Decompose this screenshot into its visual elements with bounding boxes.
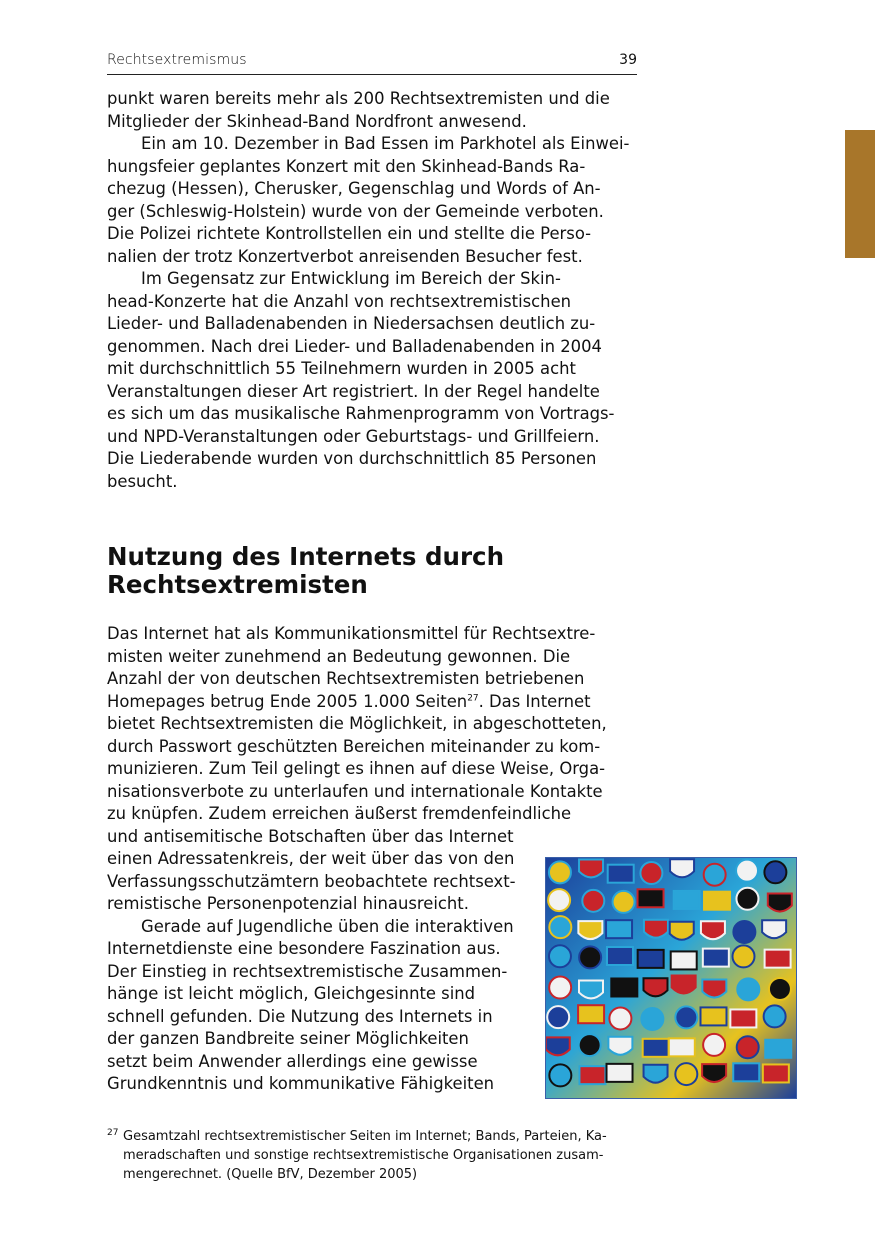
patch-shape	[549, 1064, 571, 1086]
patch-shape	[548, 889, 570, 911]
footnote-line: meradschaften und sonstige rechtsextremistische Organisationen zusam-	[123, 1148, 604, 1163]
body-paragraph-concerts	[107, 88, 639, 493]
patch-shape	[733, 1063, 759, 1081]
patch-shape	[736, 888, 758, 910]
text-line: Gerade auf Jugendliche üben die interaktiven	[141, 916, 514, 936]
patch-shape	[641, 1008, 663, 1030]
patch-shape	[703, 1034, 725, 1056]
text-line: durch Passwort geschützten Bereichen miteinander zu kom-	[107, 736, 601, 756]
patch-shape	[701, 1007, 727, 1025]
patch-shape	[670, 859, 694, 877]
patch-shape	[579, 980, 603, 998]
text-line: munizieren. Zum Teil gelingt es ihnen auf diese Weise, Orga-	[107, 759, 606, 778]
text-fragment: . Das Internet	[478, 691, 591, 711]
patch-shape	[733, 921, 755, 943]
patch-shape	[675, 1006, 697, 1028]
patch-shape	[643, 978, 667, 996]
text-line: einen Adressatenkreis, der weit über das von den	[107, 849, 515, 868]
text-line: punkt waren bereits mehr als 200 Rechtsextremisten und die	[107, 89, 610, 108]
patch-shape	[579, 946, 601, 968]
text-line: hänge ist leicht möglich, Gleichgesinnte sind	[107, 984, 476, 1003]
patch-shape	[582, 890, 604, 912]
text-line: schnell gefunden. Die Nutzung des Internets in	[107, 1006, 493, 1026]
patch-shape	[737, 978, 759, 1000]
patches-collage-graphic	[546, 858, 796, 1098]
text-line: hungsfeier geplantes Konzert mit den Skinhead-Bands Ra-	[107, 156, 586, 176]
patch-shape	[736, 860, 758, 882]
patch-shape	[579, 1066, 605, 1084]
text-line: und antisemitische Botschaften über das Internet	[107, 826, 514, 846]
text-line: Verfassungsschutzämtern beobachtete rechtsext-	[107, 871, 516, 891]
patch-shape	[643, 1039, 669, 1057]
text-line: ger (Schleswig-Holstein) wurde von der Gemeinde verboten.	[107, 201, 604, 221]
footnote-line: mengerechnet. (Quelle BfV, Dezember 2005)	[123, 1167, 418, 1182]
patch-shape	[764, 861, 786, 883]
patch-shape	[549, 916, 571, 938]
patches-collage-image	[545, 857, 797, 1099]
text-line: nalien der trotz Konzertverbot anreisenden Besucher fest.	[107, 246, 583, 266]
patch-shape	[674, 891, 700, 909]
patch-shape	[640, 862, 662, 884]
patch-shape	[644, 1065, 668, 1083]
patch-shape	[549, 861, 571, 883]
patch-shape	[702, 980, 726, 998]
running-title: Rechtsextremismus	[107, 52, 247, 68]
patch-shape	[578, 1005, 604, 1023]
heading-line: Rechtsextremisten	[107, 570, 368, 599]
text-line: genommen. Nach drei Lieder- und Balladenabenden in 2004	[107, 336, 602, 356]
section-heading	[107, 543, 647, 599]
footnote-reference[interactable]: 27	[467, 693, 479, 704]
patch-shape	[768, 894, 792, 912]
patch-shape	[579, 1034, 601, 1056]
text-line: remistische Personenpotenzial hinausreicht.	[107, 894, 469, 913]
patch-shape	[613, 891, 635, 913]
text-line: der ganzen Bandbreite seiner Möglichkeiten	[107, 1029, 469, 1048]
patch-shape	[730, 1009, 756, 1027]
patch-shape	[607, 1064, 633, 1082]
patch-shape	[704, 864, 726, 886]
patch-shape	[549, 977, 571, 999]
text-line: Grundkenntnis und kommunikative Fähigkeiten	[107, 1074, 495, 1093]
footnote	[107, 1127, 637, 1184]
patch-shape	[671, 951, 697, 969]
patch-shape	[765, 950, 791, 968]
patch-shape	[638, 889, 664, 907]
text-line: misten weiter zunehmend an Bedeutung gewonnen. Die	[107, 646, 571, 666]
text-line: chezug (Hessen), Cherusker, Gegenschlag und Words of An-	[107, 179, 601, 198]
patch-shape	[704, 892, 730, 910]
patch-shape	[762, 920, 786, 938]
patch-shape	[670, 922, 694, 940]
patch-shape	[737, 1036, 759, 1058]
text-line: zu knüpfen. Zudem erreichen äußerst fremdenfeindliche	[107, 804, 572, 823]
patch-shape	[611, 978, 637, 996]
text-line: mit durchschnittlich 55 Teilnehmern wurden in 2005 acht	[107, 359, 576, 378]
patch-shape	[701, 921, 725, 939]
text-line: und NPD-Veranstaltungen oder Geburtstags- und Grillfeiern.	[107, 426, 600, 446]
text-line: Im Gegensatz zur Entwicklung im Bereich der Skin-	[141, 269, 561, 288]
text-line: Anzahl der von deutschen Rechtsextremisten betriebenen	[107, 669, 585, 688]
text-line: Veranstaltungen dieser Art registriert. In der Regel handelte	[107, 381, 600, 401]
patch-shape	[703, 949, 729, 967]
running-header	[107, 52, 637, 75]
page-number: 39	[619, 52, 637, 68]
patch-shape	[702, 1064, 726, 1082]
patch-shape	[672, 975, 696, 993]
text-line: Der Einstieg in rechtsextremistische Zusammen-	[107, 961, 508, 981]
patch-shape	[547, 1006, 569, 1028]
text-line: Die Polizei richtete Kontrollstellen ein und stellte die Perso-	[107, 224, 592, 243]
text-fragment: Homepages betrug Ende 2005 1.000 Seiten	[107, 691, 468, 711]
text-line: Internetdienste eine besondere Faszination aus.	[107, 939, 501, 958]
patch-shape	[578, 921, 602, 939]
footnote-number: 27	[107, 1128, 119, 1138]
patch-shape	[608, 1037, 632, 1055]
patch-shape	[579, 859, 603, 877]
patch-shape	[765, 1040, 791, 1058]
text-line: Ein am 10. Dezember in Bad Essen im Parkhotel als Einwei-	[141, 134, 630, 153]
patch-shape	[764, 1005, 786, 1027]
text-line: nisationsverbote zu unterlaufen und internationale Kontakte	[107, 781, 603, 801]
patch-shape	[732, 945, 754, 967]
patch-shape	[675, 1063, 697, 1085]
text-line: bietet Rechtsextremisten die Möglichkeit, in abgeschotteten,	[107, 714, 607, 733]
text-line: setzt beim Anwender allerdings eine gewisse	[107, 1051, 478, 1071]
text-line: Die Liederabende wurden von durchschnittlich 85 Personen	[107, 449, 597, 468]
heading-line: Nutzung des Internets durch	[107, 542, 505, 571]
text-line: Das Internet hat als Kommunikationsmittel für Rechtsextre-	[107, 624, 596, 643]
patch-shape	[608, 865, 634, 883]
text-line: besucht.	[107, 471, 178, 491]
patch-shape	[644, 920, 668, 938]
patch-shape	[606, 920, 632, 938]
text-line: head-Konzerte hat die Anzahl von rechtsextremistischen	[107, 291, 572, 311]
patch-shape	[549, 945, 571, 967]
patch-shape	[638, 950, 664, 968]
patch-shape	[769, 978, 791, 1000]
text-line: es sich um das musikalische Rahmenprogramm von Vortrags-	[107, 404, 615, 423]
chapter-thumb-tab	[845, 130, 875, 258]
text-line	[107, 691, 639, 714]
text-line: Lieder- und Balladenabenden in Niedersachsen deutlich zu-	[107, 314, 596, 333]
patch-shape	[546, 1037, 570, 1055]
patch-shape	[609, 1007, 631, 1029]
footnote-line: Gesamtzahl rechtsextremistischer Seiten im Internet; Bands, Parteien, Ka-	[123, 1129, 607, 1144]
patch-shape	[607, 947, 633, 965]
patch-shape	[763, 1064, 789, 1082]
text-line: Mitglieder der Skinhead-Band Nordfront anwesend.	[107, 111, 527, 131]
patch-shape	[669, 1038, 695, 1056]
